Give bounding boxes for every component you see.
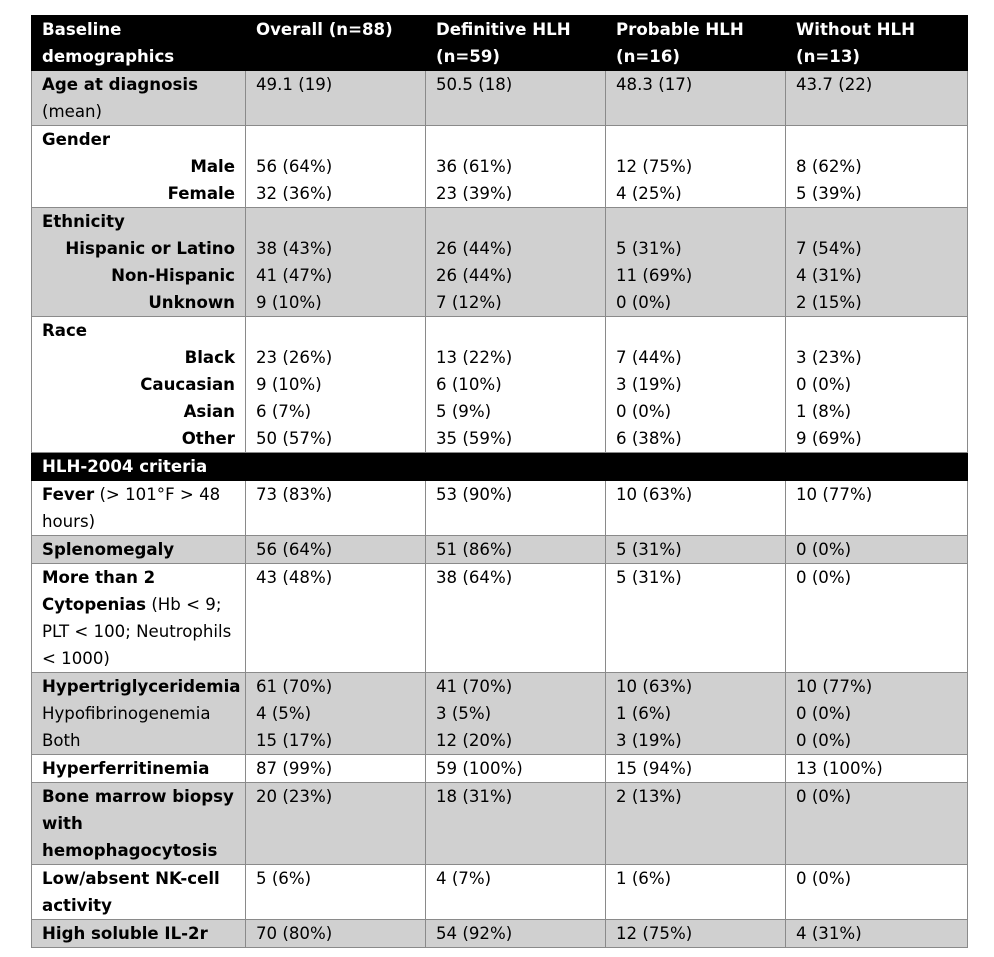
label-bold: More than 2 Cytopenias (42, 568, 156, 614)
value-cell: 7 (44%) 3 (19%) 0 (0%) 6 (38%) (606, 317, 786, 453)
row-label (32, 317, 246, 453)
value-cell: 13 (100%) (786, 755, 968, 783)
value-cell: 2 (13%) (606, 783, 786, 865)
label-bold: Fever (42, 485, 95, 504)
row-label (32, 71, 246, 126)
value-cell: 7 (54%) 4 (31%) 2 (15%) (786, 208, 968, 317)
nk-row (32, 865, 968, 920)
label-plain: (> 101°F > 48 hours) (42, 485, 221, 531)
sub-label: Both (42, 731, 81, 750)
sub-label: Caucasian (140, 375, 235, 394)
row-label (32, 126, 246, 208)
row-label (32, 208, 246, 317)
header-cell: Definitive HLH (n=59) (426, 16, 606, 71)
value-cell: 23 (26%) 9 (10%) 6 (7%) 50 (57%) (246, 317, 426, 453)
row-label: Low/absent NK-cell activity (32, 865, 246, 920)
value-cell: 15 (94%) (606, 755, 786, 783)
sub-label: Asian (183, 402, 235, 421)
value-cell: 38 (64%) (426, 564, 606, 673)
value-cell: 10 (77%) 0 (0%) 0 (0%) (786, 673, 968, 755)
value-cell: 56 (64%) (246, 536, 426, 564)
value-cell: 10 (63%) 1 (6%) 3 (19%) (606, 673, 786, 755)
value-cell: 36 (61%) 23 (39%) (426, 126, 606, 208)
sub-label: Other (181, 429, 235, 448)
sub-label: Female (167, 184, 235, 203)
value-cell: 0 (0%) (786, 783, 968, 865)
value-cell: 10 (77%) (786, 481, 968, 536)
value-cell: 4 (7%) (426, 865, 606, 920)
criteria-header-row (32, 453, 968, 481)
sub-label: Male (190, 157, 235, 176)
value-cell: 51 (86%) (426, 536, 606, 564)
value-cell: 18 (31%) (426, 783, 606, 865)
value-cell: 0 (0%) (786, 865, 968, 920)
value-cell: 43.7 (22) (786, 71, 968, 126)
header-row (32, 16, 968, 71)
value-cell: 12 (75%) 4 (25%) (606, 126, 786, 208)
value-cell: 41 (70%) 3 (5%) 12 (20%) (426, 673, 606, 755)
value-cell: 49.1 (19) (246, 71, 426, 126)
group-label: Race (42, 321, 88, 340)
demographics-table (31, 15, 968, 948)
value-cell: 10 (63%) (606, 481, 786, 536)
value-cell: 48.3 (17) (606, 71, 786, 126)
value-cell: 13 (22%) 6 (10%) 5 (9%) 35 (59%) (426, 317, 606, 453)
value-cell: 1 (6%) (606, 865, 786, 920)
row-label: Splenomegaly (32, 536, 246, 564)
ethnicity-row (32, 208, 968, 317)
age-row (32, 71, 968, 126)
header-cell: Overall (n=88) (246, 16, 426, 71)
value-cell: 12 (75%) (606, 920, 786, 948)
value-cell: 43 (48%) (246, 564, 426, 673)
section-header: HLH-2004 criteria (32, 453, 246, 481)
value-cell: 56 (64%) 32 (36%) (246, 126, 426, 208)
label-plain: (Hb < 9; PLT < 100; Neutrophils < 1000) (42, 595, 232, 668)
value-cell: 50.5 (18) (426, 71, 606, 126)
group-label: Ethnicity (42, 212, 125, 231)
value-cell: 5 (31%) 11 (69%) 0 (0%) (606, 208, 786, 317)
il2r-row (32, 920, 968, 948)
sub-label: Black (184, 348, 235, 367)
value-cell: 0 (0%) (786, 564, 968, 673)
sub-label: Non-Hispanic (111, 266, 235, 285)
fever-row (32, 481, 968, 536)
value-cell: 26 (44%) 26 (44%) 7 (12%) (426, 208, 606, 317)
header-cell: Probable HLH (n=16) (606, 16, 786, 71)
label-bold: Hypertriglyceridemia (42, 677, 241, 696)
row-label: High soluble IL-2r (32, 920, 246, 948)
row-label (32, 481, 246, 536)
row-label (32, 673, 246, 755)
value-cell: 5 (31%) (606, 564, 786, 673)
value-cell: 4 (31%) (786, 920, 968, 948)
value-cell: 54 (92%) (426, 920, 606, 948)
value-cell: 8 (62%) 5 (39%) (786, 126, 968, 208)
value-cell: 5 (31%) (606, 536, 786, 564)
value-cell: 3 (23%) 0 (0%) 1 (8%) 9 (69%) (786, 317, 968, 453)
ferritin-row (32, 755, 968, 783)
value-cell: 38 (43%) 41 (47%) 9 (10%) (246, 208, 426, 317)
header-cell: Baseline demographics (32, 16, 246, 71)
value-cell: 20 (23%) (246, 783, 426, 865)
race-row (32, 317, 968, 453)
marrow-row (32, 783, 968, 865)
value-cell: 0 (0%) (786, 536, 968, 564)
value-cell: 53 (90%) (426, 481, 606, 536)
sub-label: Hispanic or Latino (65, 239, 235, 258)
value-cell: 59 (100%) (426, 755, 606, 783)
group-label: Gender (42, 130, 111, 149)
row-label: Bone marrow biopsy with hemophagocytosis (32, 783, 246, 865)
sub-label: Unknown (148, 293, 235, 312)
lipids-row (32, 673, 968, 755)
value-cell: 61 (70%) 4 (5%) 15 (17%) (246, 673, 426, 755)
value-cell: 5 (6%) (246, 865, 426, 920)
value-cell: 73 (83%) (246, 481, 426, 536)
row-label (32, 564, 246, 673)
gender-row (32, 126, 968, 208)
value-cell: 87 (99%) (246, 755, 426, 783)
label-bold: Age at diagnosis (42, 75, 198, 94)
header-cell: Without HLH (n=13) (786, 16, 968, 71)
value-cell: 70 (80%) (246, 920, 426, 948)
label-plain: (mean) (42, 102, 103, 121)
sub-label: Hypofibrinogenemia (42, 704, 211, 723)
cytopenias-row (32, 564, 968, 673)
splenomegaly-row (32, 536, 968, 564)
row-label: Hyperferritinemia (32, 755, 246, 783)
